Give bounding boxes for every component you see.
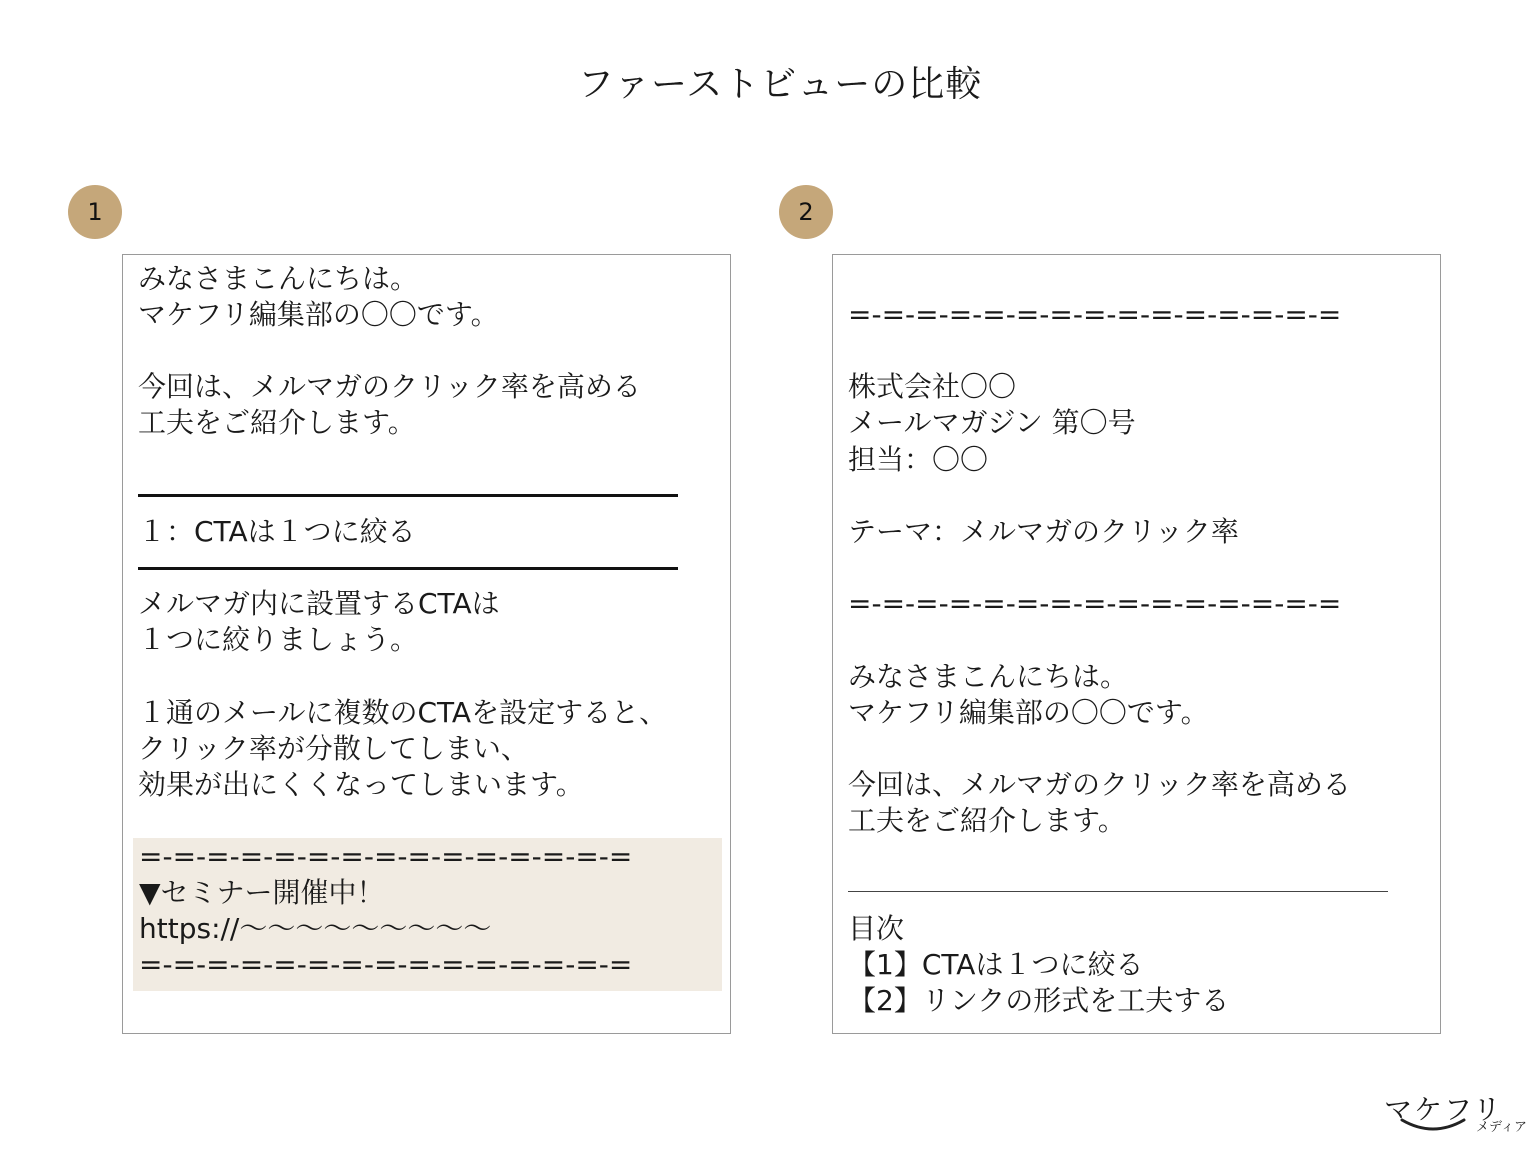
topic-line-2: 工夫をご紹介します。 (138, 406, 416, 439)
logo-subtext: メディア (1476, 1120, 1527, 1135)
section-heading: １：CTAは１つに絞る (138, 515, 416, 548)
toc-divider (848, 891, 1388, 892)
cta-separator-top: =-=-=-=-=-=-=-=-=-=-=-=-=-=-= (139, 840, 633, 873)
body-line-2: １つに絞りましょう。 (138, 623, 419, 656)
divider-bottom (138, 567, 678, 570)
cta-separator-bottom: =-=-=-=-=-=-=-=-=-=-=-=-=-=-= (139, 948, 633, 981)
header-separator-top: =-=-=-=-=-=-=-=-=-=-=-=-=-=-= (848, 298, 1342, 331)
cta-url[interactable]: https://〜〜〜〜〜〜〜〜〜 (139, 912, 492, 945)
intro-line: マケフリ編集部の〇〇です。 (138, 298, 499, 331)
topic-line: 今回は、メルマガのクリック率を高める (138, 370, 641, 403)
cta-box (133, 838, 722, 991)
badge-1: 1 (68, 185, 122, 239)
cta-seminar: ▼セミナー開催中！ (139, 876, 385, 909)
issue-line: メールマガジン 第〇号 (848, 406, 1136, 439)
logo-text: マケフリ (1384, 1093, 1503, 1126)
page-title: ファーストビューの比較 (577, 64, 983, 105)
body-line-4: クリック率が分散してしまい、 (138, 732, 529, 765)
body-line-5: 効果が出にくくなってしまいます。 (138, 768, 584, 801)
toc-item-2[interactable]: 【2】リンクの形式を工夫する (848, 984, 1230, 1017)
greeting-line: みなさまこんにちは。 (138, 262, 419, 295)
toc-heading: 目次 (848, 912, 905, 945)
greeting-line: みなさまこんにちは。 (848, 660, 1129, 693)
smile-icon (1398, 1116, 1468, 1136)
company-line: 株式会社〇〇 (848, 370, 1017, 403)
intro-line: マケフリ編集部の〇〇です。 (848, 696, 1209, 729)
divider-top (138, 494, 678, 497)
topic-line: 今回は、メルマガのクリック率を高める (848, 768, 1351, 801)
email-preview-2 (832, 254, 1441, 1034)
email-preview-1 (122, 254, 731, 1034)
body-line-3: １通のメールに複数のCTAを設定すると、 (138, 696, 668, 729)
toc-item-1[interactable]: 【1】CTAは１つに絞る (848, 948, 1144, 981)
theme-line: テーマ：メルマガのクリック率 (848, 515, 1239, 548)
body-line-1: メルマガ内に設置するCTAは (138, 587, 500, 620)
badge-2: 2 (779, 185, 833, 239)
topic-line-2: 工夫をご紹介します。 (848, 804, 1126, 837)
brand-logo (1384, 1088, 1527, 1138)
owner-line: 担当：〇〇 (848, 443, 989, 476)
header-separator-bottom: =-=-=-=-=-=-=-=-=-=-=-=-=-=-= (848, 587, 1342, 620)
